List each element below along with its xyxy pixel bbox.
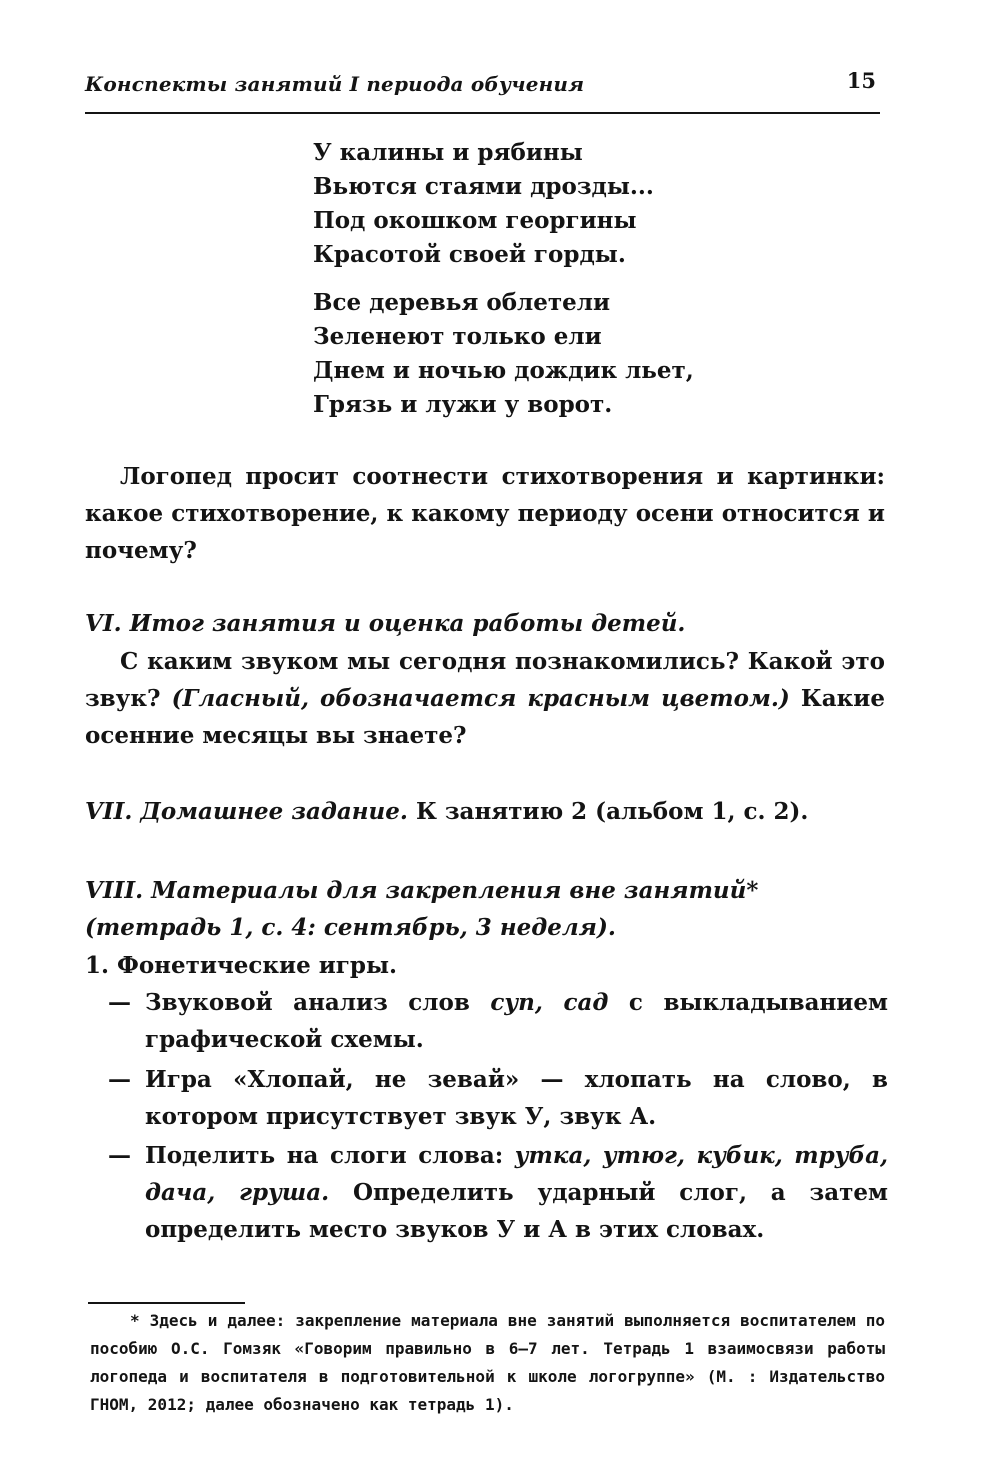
page-number: 15 <box>846 68 876 93</box>
list-dash: — <box>108 989 131 1016</box>
list-item <box>108 1061 888 1135</box>
section-6-answer: (Гласный, обозначается красным цветом.) <box>171 685 790 712</box>
poem-stanza <box>313 286 873 422</box>
section-6-paragraph <box>85 643 885 754</box>
list-item-part: Игра «Хлопай, не зевай» — хлопать на слово, в котором присутствует звук У, звук А. <box>145 1066 888 1130</box>
instruction-text: Логопед просит соотнести стихотворения и картинки: какое стихотворение, к какому периоду осени относится и почему? <box>85 463 885 564</box>
section-8-subheading-text: 1. Фонетические игры. <box>85 952 398 979</box>
section-8-heading-line-1: VIII. Материалы для закрепления вне занятий* <box>85 877 759 904</box>
list-item-part: с выкладыванием графической схемы. <box>145 989 888 1053</box>
list-item-text <box>145 1137 888 1248</box>
list-item-words: утка, утюг, кубик, труба, дача, груша. <box>145 1142 889 1206</box>
footnote-marker: * <box>130 1311 140 1330</box>
poem <box>313 136 873 422</box>
running-title: Конспекты занятий I периода обучения <box>85 72 585 96</box>
section-7-heading: VII. Домашнее задание. <box>85 798 408 825</box>
footnote <box>90 1307 885 1419</box>
poem-stanza <box>313 136 873 272</box>
section-6-heading-text: VI. Итог занятия и оценка работы детей. <box>85 610 686 637</box>
section-8-heading <box>85 872 885 946</box>
running-header <box>85 68 880 114</box>
footnote-text: Здесь и далее: закрепление материала вне занятий выполняется воспитателем по пособию О.С. Гомзяк «Говорим правильно в 6–7 лет. Тетрадь 1 взаимосвязи работы логопеда и воспитателя в подготовительной к школе логогруппе» (М. : Издательство ГНОМ, 2012; далее обозначено как тетрадь 1). <box>90 1311 885 1414</box>
poem-line: Зеленеют только ели <box>313 323 602 350</box>
list-item-words: суп, сад <box>490 989 609 1016</box>
list-item <box>108 984 888 1058</box>
list-item-text <box>145 1061 888 1135</box>
poem-line: Красотой своей горды. <box>313 241 626 268</box>
poem-line: Днем и ночью дождик льет, <box>313 357 694 384</box>
section-7 <box>85 793 885 830</box>
list-item-text <box>145 984 888 1058</box>
section-6-question-1: С каким звуком мы сегодня познакомились? Какой это звук? <box>85 648 885 712</box>
instruction-paragraph <box>85 458 885 569</box>
section-6-heading <box>85 605 885 642</box>
poem-line: Вьются стаями дрозды... <box>313 173 654 200</box>
poem-line: Все деревья облетели <box>313 289 611 316</box>
section-7-text: К занятию 2 (альбом 1, с. 2). <box>415 798 809 825</box>
list-dash: — <box>108 1142 131 1169</box>
poem-line: У калины и рябины <box>313 139 583 166</box>
list-item-part: Определить ударный слог, а затем определить место звуков У и А в этих словах. <box>145 1179 888 1243</box>
poem-line: Под окошком георгины <box>313 207 637 234</box>
section-6-question-2: Какие осенние месяцы вы знаете? <box>85 685 885 749</box>
poem-line: Грязь и лужи у ворот. <box>313 391 613 418</box>
list-item-part: Поделить на слоги слова: <box>145 1142 504 1169</box>
list-item-part: Звуковой анализ слов <box>145 989 470 1016</box>
list-item <box>108 1137 888 1248</box>
list-dash: — <box>108 1066 131 1093</box>
footnote-divider <box>88 1302 245 1304</box>
section-8-subheading <box>85 947 885 984</box>
section-8-heading-line-2: (тетрадь 1, с. 4: сентябрь, 3 неделя). <box>85 914 616 941</box>
